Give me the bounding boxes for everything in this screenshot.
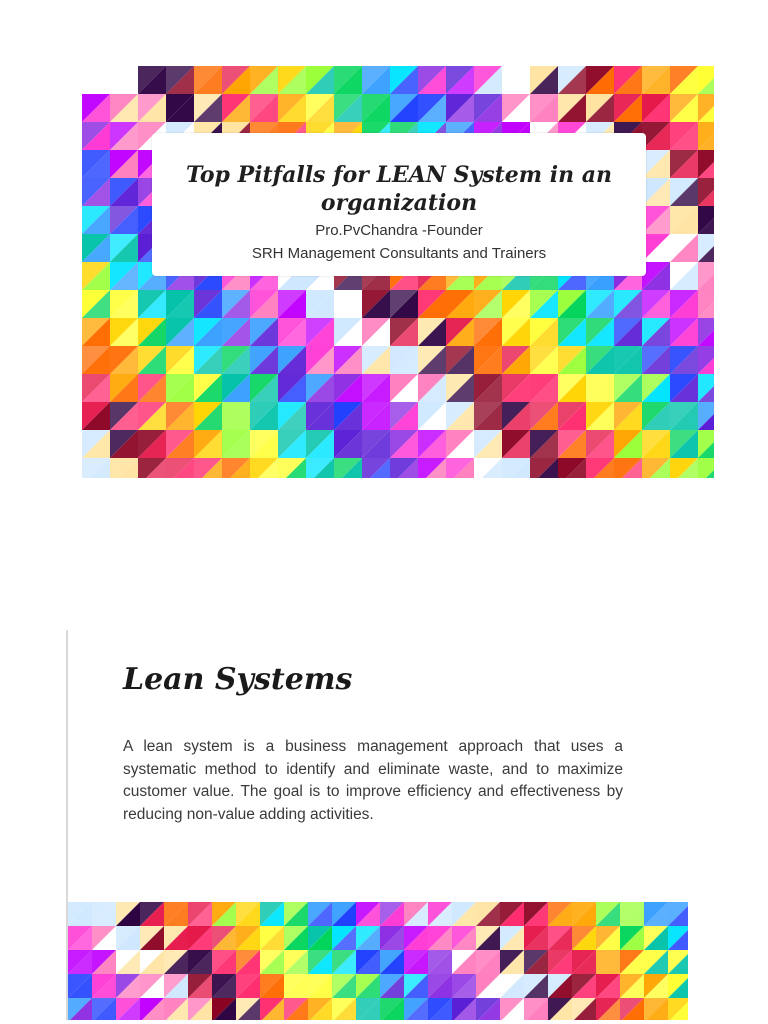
slide-heading: Lean Systems bbox=[123, 662, 353, 697]
title-slide bbox=[82, 66, 714, 478]
colorful-mosaic-strip bbox=[68, 902, 688, 1020]
content-slide bbox=[66, 630, 688, 1020]
slide-title: Top Pitfalls for LEAN System in an organization bbox=[186, 162, 612, 216]
title-card bbox=[152, 133, 646, 276]
slide-body-text: A lean system is a business management approach that uses a systematic method to identify and eliminate waste, and to maximize customer value. The goal is to improve efficiency and effectiveness by reducing non-value adding activities. bbox=[123, 738, 623, 823]
author-line: Pro.PvChandra -Founder bbox=[315, 222, 483, 239]
company-line: SRH Management Consultants and Trainers bbox=[251, 245, 547, 262]
mosaic-strip bbox=[68, 902, 688, 1020]
